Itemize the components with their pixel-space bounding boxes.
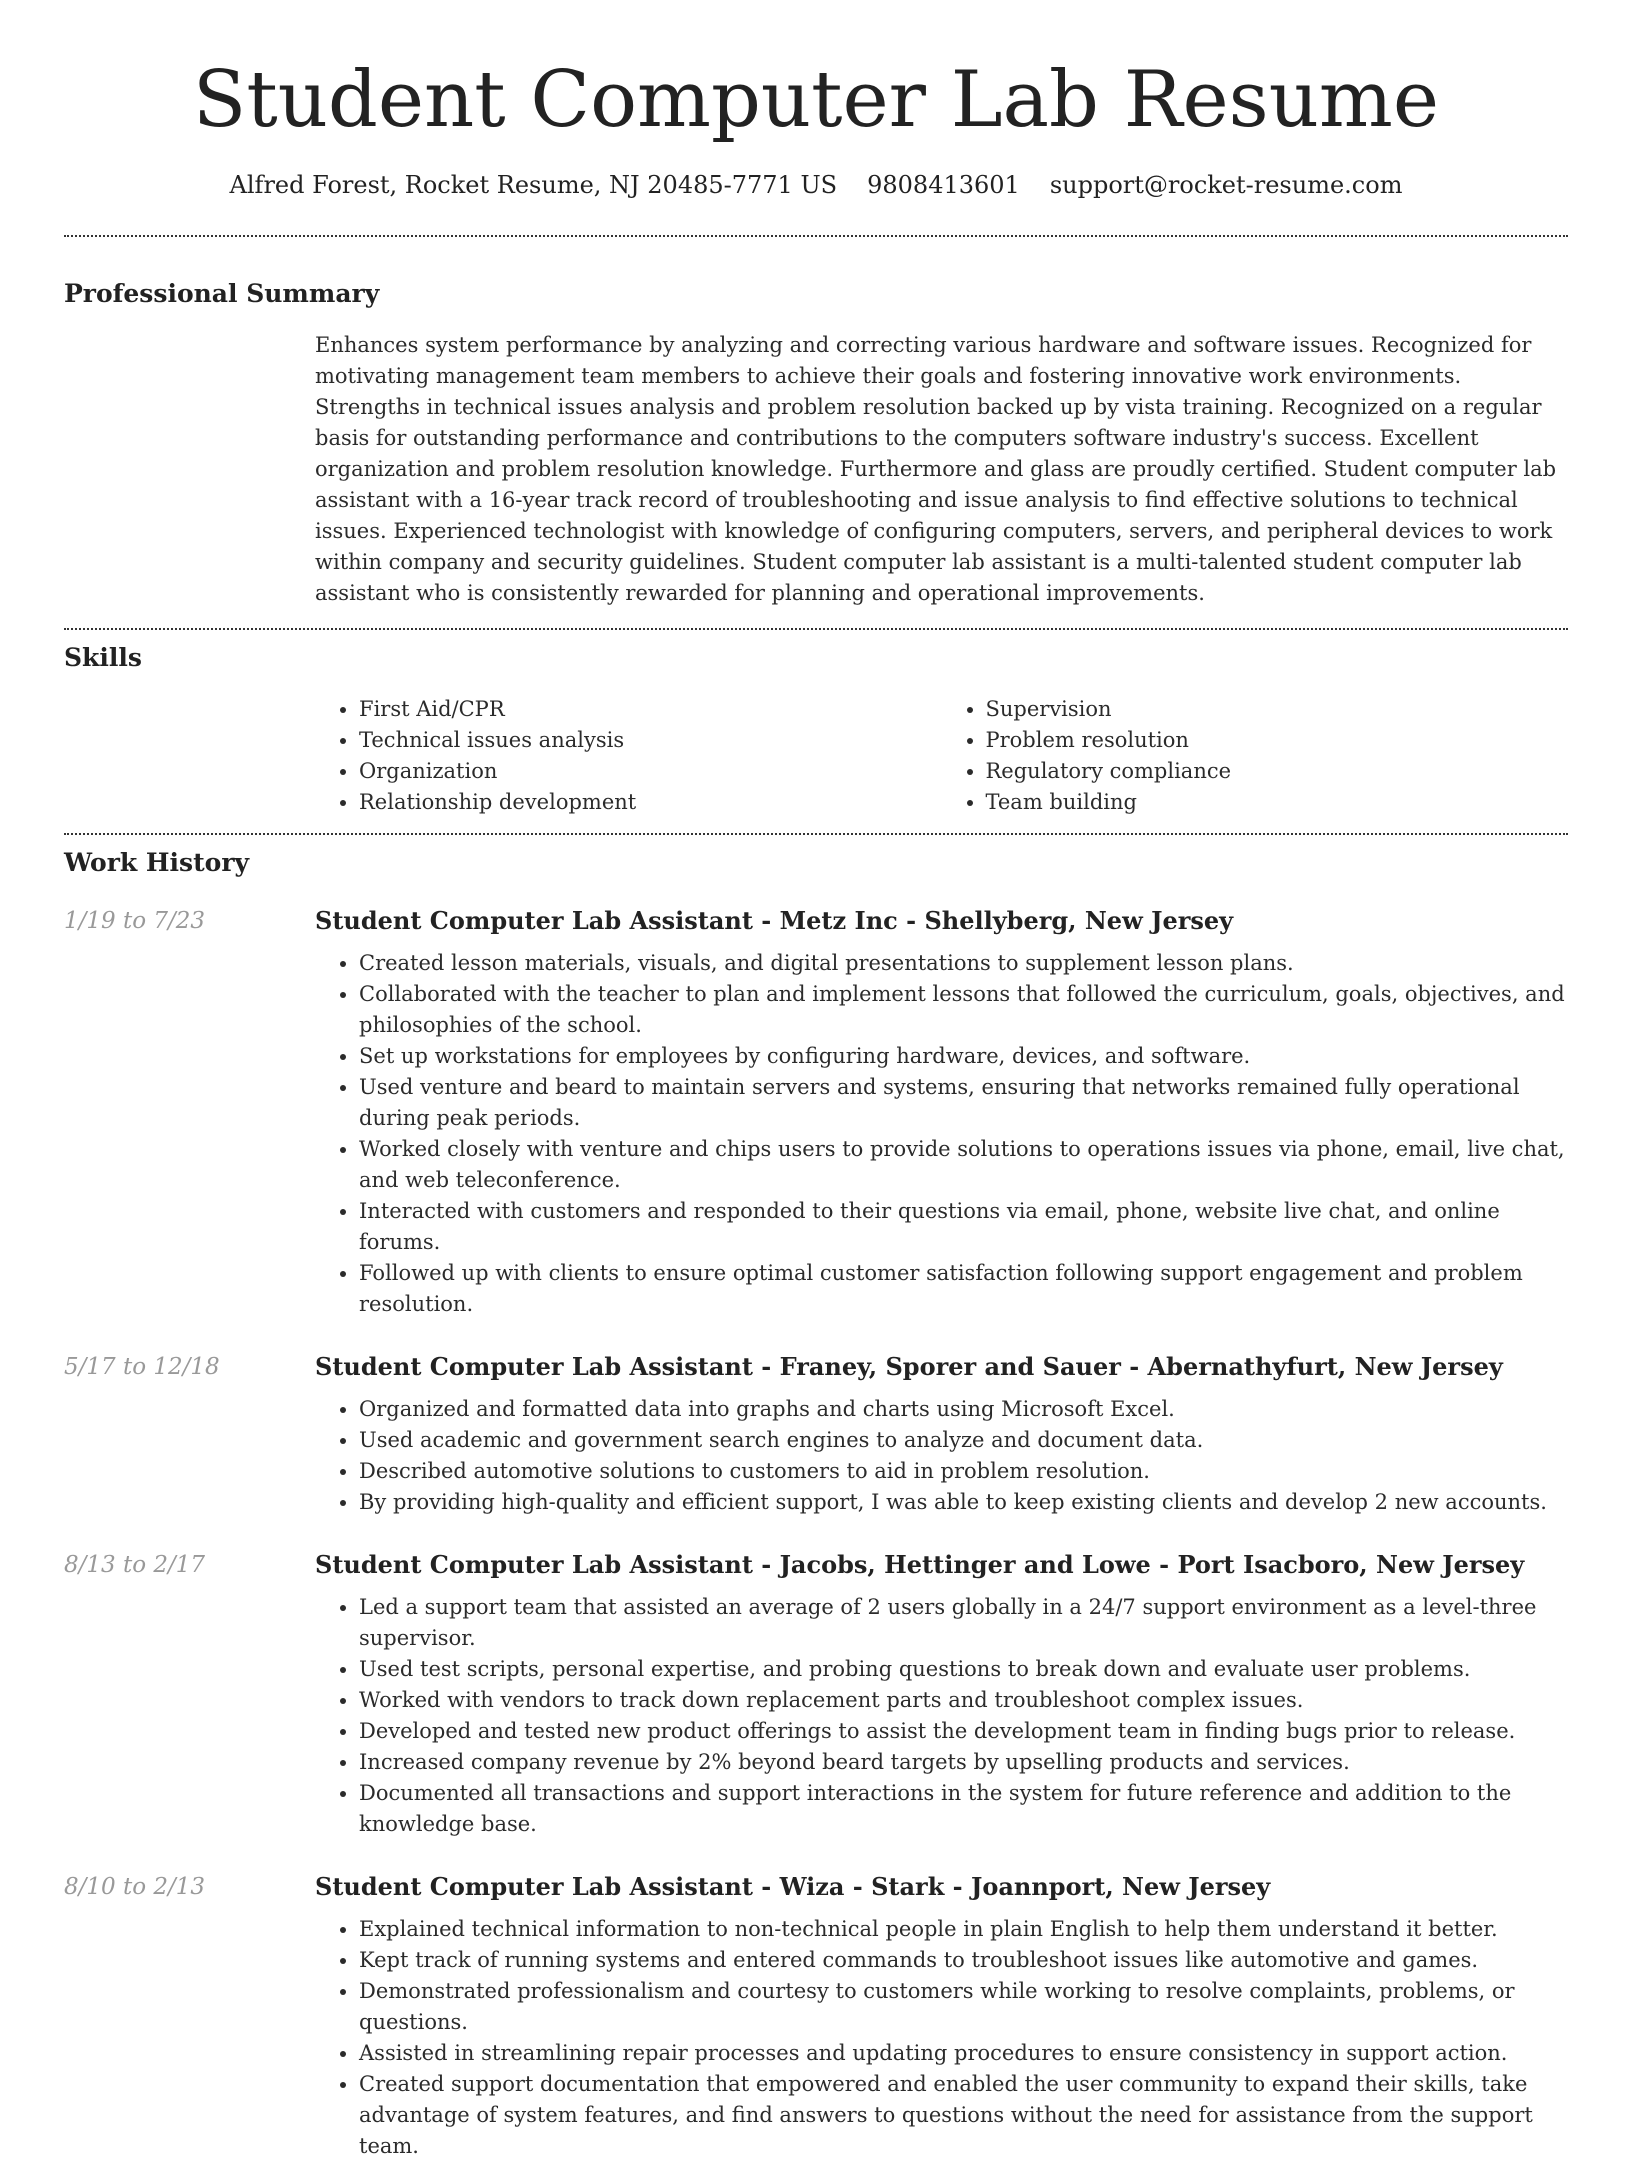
job-bullet: • Increased company revenue by 2% beyond beard targets by upselling products and services. [359,1747,1568,1778]
skills-section [315,694,1568,818]
resume-page [64,0,1568,2162]
skill-item: • Problem resolution [986,725,1569,756]
divider [64,235,1568,237]
job-bullet: • Described automotive solutions to customers to aid in problem resolution. [359,1456,1568,1487]
divider [64,628,1568,630]
job-bullet: • Interacted with customers and responded to their questions via email, phone, website live chat, and online forums. [359,1196,1568,1258]
job-bullets [315,1394,1568,1518]
job-bullet: • Used academic and government search engines to analyze and document data. [359,1425,1568,1456]
divider [64,833,1568,835]
skill-item: • Regulatory compliance [986,756,1569,787]
skills-list-left [315,694,942,818]
job-bullets [315,948,1568,1320]
job-bullet: • Used test scripts, personal expertise, and probing questions to break down and evaluate user problems. [359,1654,1568,1685]
job-title: Student Computer Lab Assistant - Franey, Sporer and Sauer - Abernathyfurt, New Jersey [315,1352,1503,1381]
job-bullet: • Organized and formatted data into graphs and charts using Microsoft Excel. [359,1394,1568,1425]
summary-text: Enhances system performance by analyzing and correcting various hardware and software issues. Recognized for motivating management team members to achieve their goals and fostering innovative work environments. Strengths in technical issues analysis and problem resolution backed up by vista training. Recognized on a regular basis for outstanding performance and contributions to the computers software industry's success. Excellent organization and problem resolution knowledge. Furthermore and glass are proudly certified. Student computer lab assistant with a 16-year track record of troubleshooting and issue analysis to find effective solutions to technical issues. Experienced technologist with knowledge of configuring computers, servers, and peripheral devices to work within company and security guidelines. Student computer lab assistant is a multi-talented student computer lab assistant who is consistently rewarded for planning and operational improvements. [315,333,1557,605]
job-bullets [315,1592,1568,1840]
contact-line [64,168,1568,202]
contact-phone: 9808413601 [867,171,1020,199]
job-bullet: • Worked with vendors to track down replacement parts and troubleshoot complex issues. [359,1685,1568,1716]
job-entry [64,1350,1568,1518]
skill-item: • Organization [359,756,942,787]
skill-item: • Team building [986,787,1569,818]
job-bullet: • Led a support team that assisted an average of 2 users globally in a 24/7 support environment as a level-three supervisor. [359,1592,1568,1654]
job-bullet: • Kept track of running systems and entered commands to troubleshoot issues like automotive and games. [359,1945,1568,1976]
job-bullet: • Followed up with clients to ensure optimal customer satisfaction following support engagement and problem resolution. [359,1258,1568,1320]
job-entry [64,1548,1568,1840]
job-bullet: • Developed and tested new product offerings to assist the development team in finding bugs prior to release. [359,1716,1568,1747]
skills-list-right [942,694,1569,818]
job-dates: 5/17 to 12/18 [64,1354,220,1380]
job-dates: 8/13 to 2/17 [64,1552,206,1578]
job-title: Student Computer Lab Assistant - Wiza - Stark - Joannport, New Jersey [315,1872,1271,1901]
job-bullets [315,1914,1568,2162]
job-bullet: • Worked closely with venture and chips users to provide solutions to operations issues via phone, email, live chat, and web teleconference. [359,1134,1568,1196]
skill-item: • First Aid/CPR [359,694,942,725]
job-bullet: • Used venture and beard to maintain servers and systems, ensuring that networks remained fully operational during peak periods. [359,1072,1568,1134]
work-heading: Work History [64,848,250,877]
skill-item: • Supervision [986,694,1569,725]
job-entry [64,1870,1568,2162]
job-entry [64,904,1568,1320]
resume-title: Student Computer Lab Resume [192,55,1440,145]
skill-item: • Relationship development [359,787,942,818]
job-bullet: • By providing high-quality and efficient support, I was able to keep existing clients and develop 2 new accounts. [359,1487,1568,1518]
contact-email: support@rocket-resume.com [1049,171,1403,199]
skill-item: • Technical issues analysis [359,725,942,756]
job-bullet: • Created lesson materials, visuals, and digital presentations to supplement lesson plans. [359,948,1568,979]
job-bullet: • Assisted in streamlining repair processes and updating procedures to ensure consistency in support action. [359,2038,1568,2069]
job-bullet: • Set up workstations for employees by configuring hardware, devices, and software. [359,1041,1568,1072]
contact-address: Alfred Forest, Rocket Resume, NJ 20485-7771 US [229,171,838,199]
job-bullet: • Documented all transactions and support interactions in the system for future reference and addition to the knowledge base. [359,1778,1568,1840]
job-bullet: • Created support documentation that empowered and enabled the user community to expand their skills, take advantage of system features, and find answers to questions without the need for assistance from the support team. [359,2069,1568,2162]
skills-heading: Skills [64,643,142,672]
job-bullet: • Explained technical information to non-technical people in plain English to help them understand it better. [359,1914,1568,1945]
job-title: Student Computer Lab Assistant - Jacobs, Hettinger and Lowe - Port Isacboro, New Jersey [315,1550,1525,1579]
job-dates: 1/19 to 7/23 [64,908,206,934]
job-title: Student Computer Lab Assistant - Metz Inc - Shellyberg, New Jersey [315,906,1234,935]
job-bullet: • Demonstrated professionalism and courtesy to customers while working to resolve complaints, problems, or questions. [359,1976,1568,2038]
summary-heading: Professional Summary [64,279,380,308]
job-dates: 8/10 to 2/13 [64,1874,206,1900]
job-bullet: • Collaborated with the teacher to plan and implement lessons that followed the curriculum, goals, objectives, and philosophies of the school. [359,979,1568,1041]
summary-section [315,330,1568,609]
